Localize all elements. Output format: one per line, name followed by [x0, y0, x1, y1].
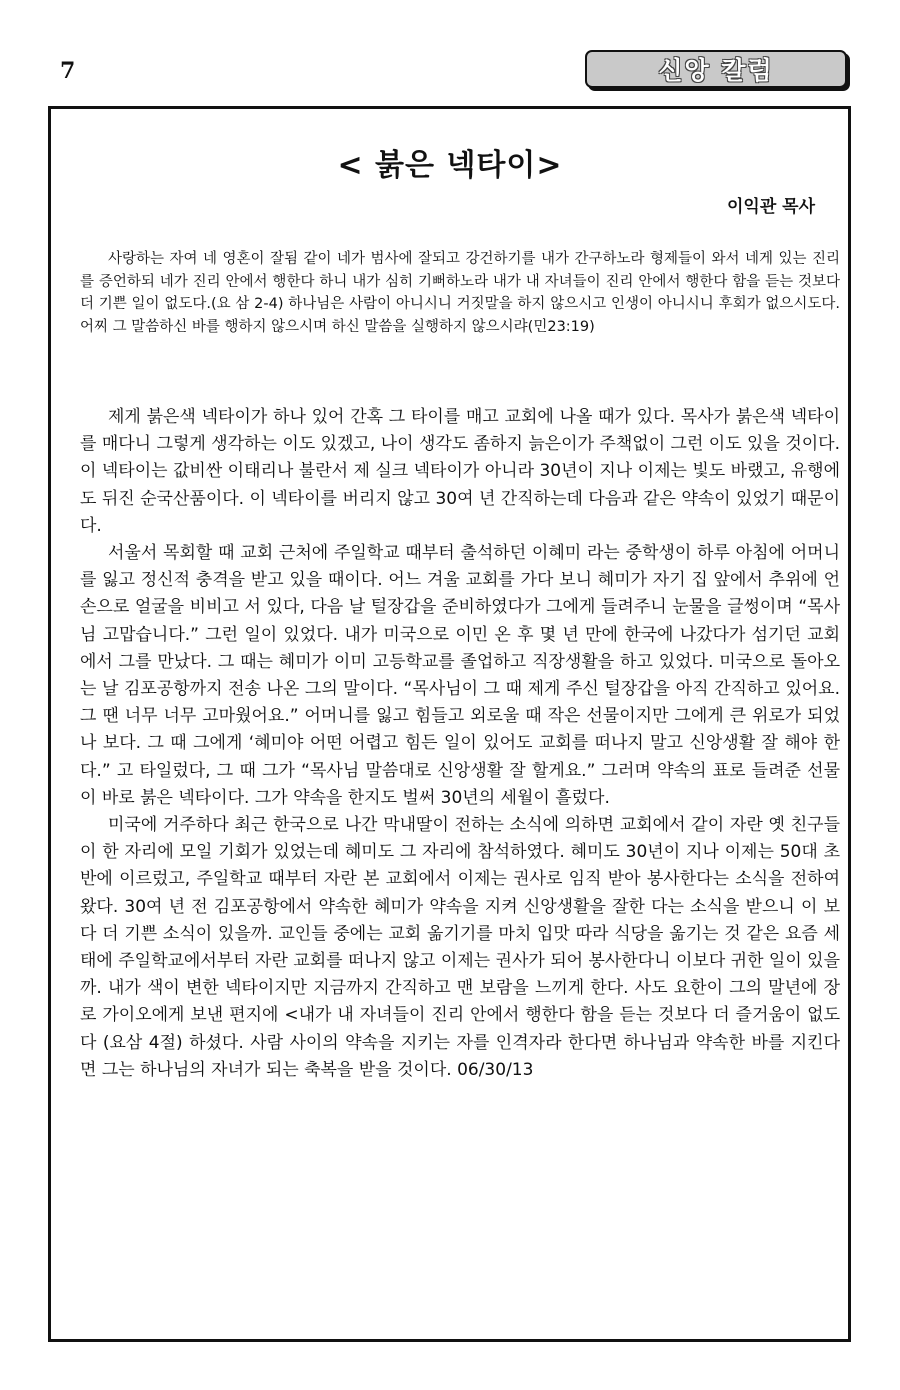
- article-author: 이익관 목사: [726, 197, 815, 217]
- body-paragraph-1: 제게 붉은색 넥타이가 하나 있어 간혹 그 타이를 매고 교회에 나올 때가 있다. 목사가 붉은색 넥타이를 매다니 그렇게 생각하는 이도 있겠고, 나이 생각도 좀하지 늙은이가 주책없이 그런 이도 있을 것이다. 이 넥타이는 값비싼 이태리나 불란서 제 실크 넥타이가 아니라 30년이 지나 이제는 빛도 바랬고, 유행에도 뒤진 순국산품이다. 이 넥타이를 버리지 않고 30여 년 간직하는데 다음과 같은 약속이 있었기 때문이다.: [80, 407, 840, 536]
- section-title: 신앙 칼럼: [658, 56, 774, 85]
- body-paragraph-2: 서울서 목회할 때 교회 근처에 주일학교 때부터 출석하던 이혜미 라는 중학생이 하루 아침에 어머니를 잃고 정신적 충격을 받고 있을 때이다. 어느 겨울 교회를 가다 보니 혜미가 자기 집 앞에서 추위에 언 손으로 얼굴을 비비고 서 있다, 다음 날 털장갑을 준비하였다가 그에게 들려주니 눈물을 글썽이며 “목사님 고맙습니다.” 그런 일이 있었다. 내가 미국으로 이민 온 후 몇 년 만에 한국에 나갔다가 섬기던 교회에서 그를 만났다. 그 때는 혜미가 이미 고등학교를 졸업하고 직장생활을 하고 있었다. 미국으로 돌아오는 날 김포공항까지 전송 나온 그의 말이다. “목사님이 그 때 제게 주신 털장갑을 아직 간직하고 있어요. 그 땐 너무 너무 고마웠어요.” 어머니를 잃고 힘들고 외로울 때 작은 선물이지만 그에게 큰 위로가 되었나 보다. 그 때 그에게 ‘혜미야 어떤 어렵고 힘든 일이 있어도 교회를 떠나지 말고 신앙생활 잘 해야 한다.” 고 타일렀다, 그 때 그가 “목사님 말씀대로 신앙생활 잘 할게요.” 그러며 약속의 표로 들려준 선물이 바로 붉은 넥타이다. 그가 약속을 한지도 벌써 30년의 세월이 흘렀다.: [80, 543, 840, 808]
- section-header-tab: [585, 50, 847, 88]
- page-number: 7: [60, 58, 76, 84]
- body-paragraph-3: 미국에 거주하다 최근 한국으로 나간 막내딸이 전하는 소식에 의하면 교회에서 같이 자란 옛 친구들이 한 자리에 모일 기회가 있었는데 혜미도 그 자리에 참석하였다. 혜미도 30년이 지나 이제는 50대 초반에 이르렀고, 주일학교 때부터 자란 본 교회에서 이제는 권사로 임직 받아 봉사한다는 소식을 전하여 왔다. 30여 년 전 김포공항에서 약속한 혜미가 약속을 지켜 신앙생활을 잘한 다는 소식을 받으니 이 보다 더 기쁜 소식이 있을까. 교인들 중에는 교회 옮기기를 마치 입맛 따라 식당을 옮기는 것 같은 요즘 세태에 주일학교에서부터 자란 교회를 떠나지 않고 이제는 권사가 되어 봉사한다니 이보다 귀한 일이 있을까. 내가 색이 변한 넥타이지만 지금까지 간직하고 맨 보람을 느끼게 한다. 사도 요한이 그의 말년에 장로 가이오에게 보낸 편지에 <내가 내 자녀들이 진리 안에서 행한다 함을 듣는 것보다 더 즐거움이 없도다 (요삼 4절) 하셨다. 사람 사이의 약속을 지키는 자를 인격자라 한다면 하나님과 약속한 바를 지킨다면 그는 하나님의 자녀가 되는 축복을 받을 것이다. 06/30/13: [80, 815, 840, 1080]
- scripture-quote: 사랑하는 자여 네 영혼이 잘됨 같이 네가 범사에 잘되고 강건하기를 내가 간구하노라 형제들이 와서 네게 있는 진리를 증언하되 네가 진리 안에서 행한다 하니 내가 심히 기뻐하노라 내가 내 자녀들이 진리 안에서 행한다 함을 듣는 것보다 더 기쁜 일이 없도다.(요 삼 2-4) 하나님은 사람이 아니시니 거짓말을 하지 않으시고 인생이 아니시니 후회가 없으시도다. 어찌 그 말씀하신 바를 행하지 않으시며 하신 말씀을 실행하지 않으시랴(민23:19): [80, 251, 840, 335]
- article-body: [80, 404, 840, 1084]
- article-title: < 붉은 넥타이>: [337, 148, 563, 183]
